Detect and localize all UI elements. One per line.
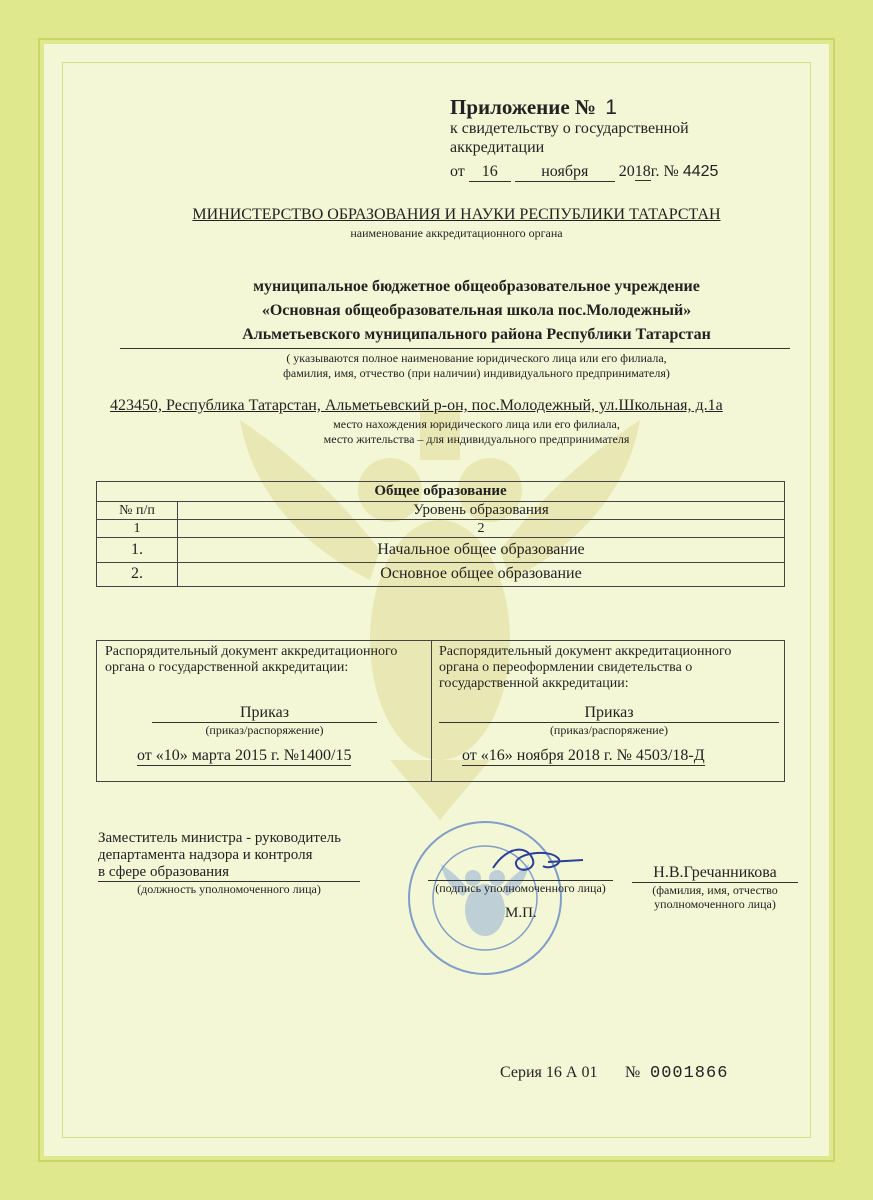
appendix-day: 16 [469,163,511,182]
documents-divider [431,641,432,781]
left-doc-type: Приказ [152,704,377,723]
right-doc-date: от «16» ноября 2018 г. № 4503/18-Д [462,747,705,764]
signature-caption: (подпись уполномоченного лица) [435,881,606,895]
address-caption1: место нахождения юридического лица или его филиала, [333,417,620,431]
right-doc-caption: (приказ/распоряжение) [549,723,669,737]
authority-caption: наименование аккредитационного органа [350,226,563,240]
serial-no-label: № [625,1064,641,1081]
education-table-title: Общее образование [97,482,785,502]
right-doc-label3: государственной аккредитации: [439,676,629,691]
documents-box [96,640,785,782]
left-doc-label1: Распорядительный документ аккредитационного [105,644,398,659]
serial-number: 0001866 [650,1064,729,1083]
position-line2: департамента надзора и контроля [98,847,313,863]
col-index-2: 2 [178,520,785,538]
authority-name: МИНИСТЕРСТВО ОБРАЗОВАНИЯ И НАУКИ РЕСПУБЛИКИ ТАТАРСТАН [192,206,721,223]
signatory-name: Н.В.Гречанникова [632,864,798,883]
left-doc-label2: органа о государственной аккредитации: [105,660,349,675]
org-caption1: ( указываются полное наименование юридического лица или его филиала, [286,351,667,365]
right-doc-label2: органа о переоформлении свидетельства о [439,660,693,675]
position-line3: в сфере образования [98,864,360,882]
signature-scribble [488,840,588,880]
appendix-reg-number: 4425 [682,163,719,180]
left-doc-date: от «10» марта 2015 г. №1400/15 [137,747,352,764]
mp-label: М.П. [505,905,537,921]
appendix-month: ноября [515,163,615,182]
org-line1: муниципальное бюджетное общеобразовательное учреждение [253,278,700,295]
appendix-line1: к свидетельству о государственной [450,120,689,137]
org-underline [120,348,790,349]
table-row [97,562,785,587]
right-doc-type: Приказ [439,704,779,723]
left-doc-caption: (приказ/распоряжение) [205,723,324,737]
appendix-line2: аккредитации [450,139,545,156]
education-table [96,481,785,587]
position-caption: (должность уполномоченного лица) [137,882,321,896]
table-row [97,538,785,563]
row-level: Начальное общее образование [178,538,785,563]
signatory-caption2: уполномоченного лица) [654,897,776,911]
col-header-level: Уровень образования [178,502,785,520]
appendix-year: 18 [634,163,651,180]
row-number: 2. [97,562,178,587]
position-line1: Заместитель министра - руководитель [98,830,341,846]
appendix-title: Приложение № 1 [450,95,617,119]
address-value: 423450, Республика Татарстан, Альметьевский р-он, пос.Молодежный, ул.Школьная, д.1а [110,397,723,414]
right-doc-label1: Распорядительный документ аккредитационного [439,644,732,659]
col-index-1: 1 [97,520,178,538]
org-line3: Альметьевского муниципального района Республики Татарстан [242,326,711,343]
row-level: Основное общее образование [178,562,785,587]
org-line2: «Основная общеобразовательная школа пос.Молодежный» [261,302,692,319]
signatory-caption1: (фамилия, имя, отчество [652,883,778,897]
appendix-number: 1 [605,96,617,119]
address-caption2: место жительства – для индивидуального предпринимателя [323,432,630,446]
serial-label: Серия 16 А 01 [500,1064,598,1081]
col-header-number: № п/п [97,502,178,520]
org-caption2: фамилия, имя, отчество (при наличии) индивидуального предпринимателя) [283,366,670,380]
appendix-date: от 16 ноября 2018г. № 4425 [450,163,719,180]
row-number: 1. [97,538,178,563]
